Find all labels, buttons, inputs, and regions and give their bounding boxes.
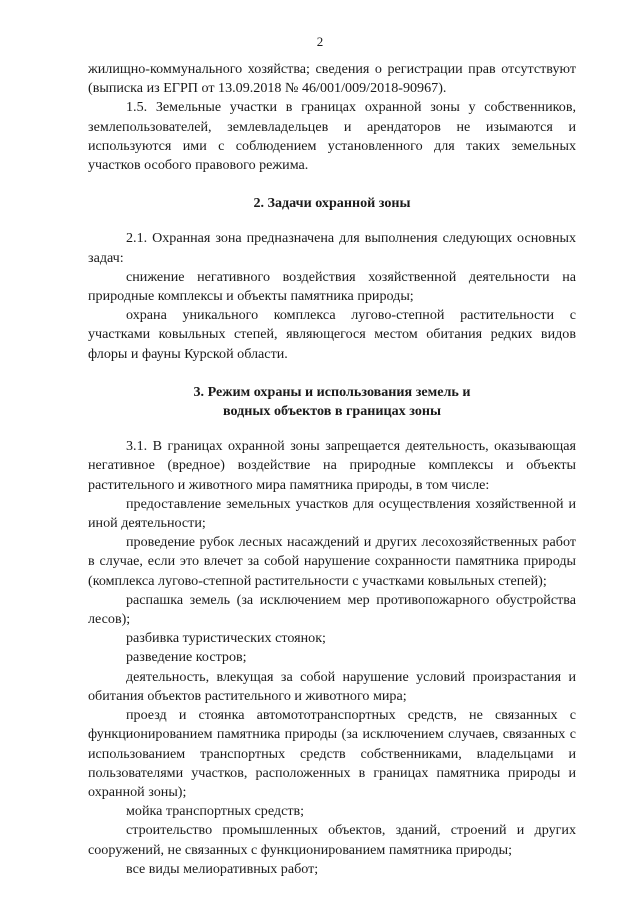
section-3-heading-line-1: 3. Режим охраны и использования земель и [193,383,471,400]
list-item: все виды мелиоративных работ; [126,860,319,877]
list-item: разведение костров; [126,649,247,666]
list-item: строительство промышленных объектов, зданий, строений и других сооружений, не связанных с функционированием памятника природы; [88,822,576,858]
document-body [88,60,576,879]
list-item: деятельность, влекущая за собой нарушение условий произрастания и обитания объектов растительного и животного мира; [88,668,576,704]
section-2-heading: 2. Задачи охранной зоны [253,195,411,212]
paragraph: охрана уникального комплекса лугово-степной растительности с участками ковыльных степей, являющегося местом обитания редких видов флоры и фауны Курской области. [88,307,576,362]
spacer [88,364,576,383]
section-3-heading-line-2: водных объектов в границах зоны [222,403,442,420]
list-item: мойка транспортных средств; [126,803,305,820]
paragraph: снижение негативного воздействия хозяйственной деятельности на природные комплексы и объекты памятника природы; [88,268,576,305]
list-item: проведение рубок лесных насаждений и других лесохозяйственных работ в случае, если это влечет за собой нарушение сохранности памятника природы (комплекса лугово-степной растительности с участками ковыльных степей); [88,534,576,589]
list-item: разбивка туристических стоянок; [126,630,326,647]
list-item: предоставление земельных участков для осуществления хозяйственной и иной деятельности; [88,495,576,532]
spacer [88,421,576,437]
list-item: проезд и стоянка автомототранспортных средств, не связанных с функционированием памятника природы (за исключением случаев, связанных с использованием транспортных средств собственниками, владельцами и пользователями участков, расположенных в границах памятника природы и охранной зоны); [88,707,576,800]
paragraph: 2.1. Охранная зона предназначена для выполнения следующих основных задач: [88,230,576,266]
paragraph: 1.5. Земельные участки в границах охранной зоны у собственников, землепользователей, землевладельцев и арендаторов не изымаются и используются ими с соблюдением установленного для таких земельных участков особого правового режима. [88,99,576,174]
list-item: распашка земель (за исключением мер противопожарного обустройства лесов); [88,591,576,628]
spacer [88,175,576,194]
spacer [88,213,576,229]
page-number: 2 [316,34,324,49]
paragraph: жилищно-коммунального хозяйства; сведения о регистрации прав отсутствуют (выписка из ЕГРП от 13.09.2018 № 46/001/009/2018-90967). [88,61,576,97]
paragraph: 3.1. В границах охранной зоны запрещается деятельность, оказывающая негативное (вредное) воздействие на природные комплексы и объекты растительного и животного мира памятника природы, в том числе: [88,438,576,493]
